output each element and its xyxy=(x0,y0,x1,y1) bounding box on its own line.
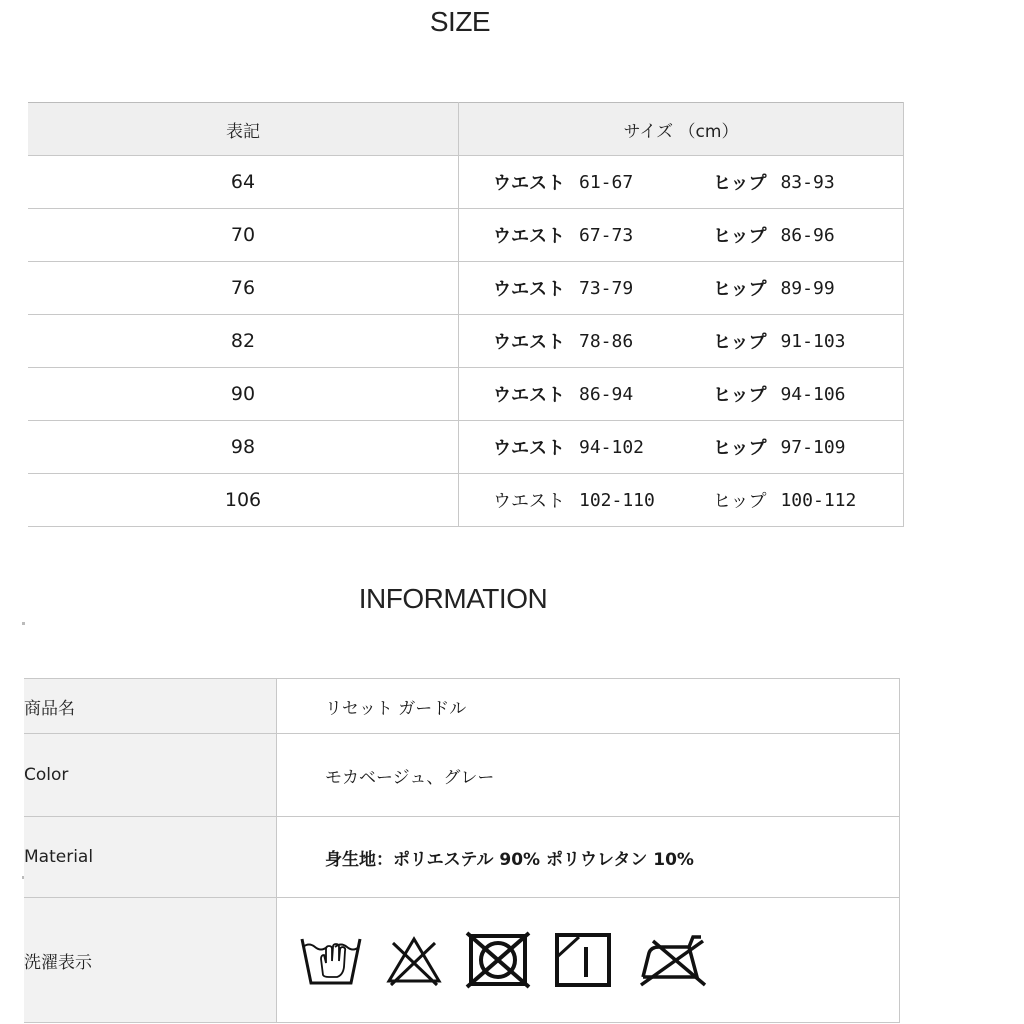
size-row xyxy=(28,209,904,262)
edge-mark xyxy=(22,622,25,625)
hip-value: 97-109 xyxy=(780,436,846,458)
waist-label: ウエスト xyxy=(493,491,565,512)
hip-label: ヒップ xyxy=(713,332,767,353)
size-measurements xyxy=(459,474,904,527)
size-label: 82 xyxy=(28,315,459,368)
hip-value: 100-112 xyxy=(780,489,857,511)
waist-value: 67-73 xyxy=(579,224,634,246)
info-label: Material xyxy=(24,817,277,898)
size-measurements xyxy=(459,156,904,209)
waist-value: 78-86 xyxy=(579,330,634,352)
no-bleach-icon xyxy=(385,933,443,987)
size-label: 98 xyxy=(28,421,459,474)
info-row-color xyxy=(24,734,900,817)
hip-label: ヒップ xyxy=(713,491,767,512)
size-measurements xyxy=(459,421,904,474)
info-label: 商品名 xyxy=(24,679,277,734)
size-row xyxy=(28,474,904,527)
waist-value: 94-102 xyxy=(579,436,645,458)
hand-wash-icon xyxy=(299,933,363,987)
header-size: サイズ （cm） xyxy=(459,103,904,156)
size-label: 76 xyxy=(28,262,459,315)
information-title: INFORMATION xyxy=(358,583,548,614)
size-row xyxy=(28,421,904,474)
size-measurements xyxy=(459,262,904,315)
hip-label: ヒップ xyxy=(713,279,767,300)
size-label: 70 xyxy=(28,209,459,262)
size-title: SIZE xyxy=(429,6,491,37)
hip-value: 91-103 xyxy=(780,330,846,352)
waist-label: ウエスト xyxy=(493,332,565,353)
header-label: 表記 xyxy=(28,103,459,156)
waist-value: 73-79 xyxy=(579,277,634,299)
hip-value: 86-96 xyxy=(780,224,835,246)
information-table xyxy=(24,678,900,1023)
size-label: 64 xyxy=(28,156,459,209)
line-dry-icon xyxy=(553,931,613,989)
waist-label: ウエスト xyxy=(493,438,565,459)
info-value: リセット ガードル xyxy=(277,679,900,734)
hip-value: 83-93 xyxy=(780,171,835,193)
size-table xyxy=(28,102,904,527)
size-measurements xyxy=(459,368,904,421)
info-row-care-label xyxy=(24,898,900,1023)
hip-value: 89-99 xyxy=(780,277,835,299)
info-value: モカベージュ、グレー xyxy=(277,734,900,817)
info-value: 身生地：ポリエステル 90% ポリウレタン 10% xyxy=(277,817,900,898)
no-iron-icon xyxy=(635,931,709,989)
waist-value: 86-94 xyxy=(579,383,634,405)
info-row-product-name xyxy=(24,679,900,734)
waist-label: ウエスト xyxy=(493,385,565,406)
info-row-material xyxy=(24,817,900,898)
hip-label: ヒップ xyxy=(713,173,767,194)
size-row xyxy=(28,262,904,315)
care-icons-cell xyxy=(277,898,900,1023)
hip-value: 94-106 xyxy=(780,383,846,405)
size-table-header xyxy=(28,103,904,156)
size-row xyxy=(28,315,904,368)
no-tumble-dry-icon xyxy=(465,931,531,989)
size-label: 106 xyxy=(28,474,459,527)
waist-label: ウエスト xyxy=(493,226,565,247)
info-label: Color xyxy=(24,734,277,817)
waist-label: ウエスト xyxy=(493,173,565,194)
info-label: 洗濯表示 xyxy=(24,898,277,1023)
hip-label: ヒップ xyxy=(713,438,767,459)
hip-label: ヒップ xyxy=(713,385,767,406)
waist-value: 102-110 xyxy=(579,489,655,511)
waist-value: 61-67 xyxy=(579,171,634,193)
size-measurements xyxy=(459,209,904,262)
size-row xyxy=(28,368,904,421)
size-measurements xyxy=(459,315,904,368)
waist-label: ウエスト xyxy=(493,279,565,300)
size-label: 90 xyxy=(28,368,459,421)
size-row xyxy=(28,156,904,209)
hip-label: ヒップ xyxy=(713,226,767,247)
